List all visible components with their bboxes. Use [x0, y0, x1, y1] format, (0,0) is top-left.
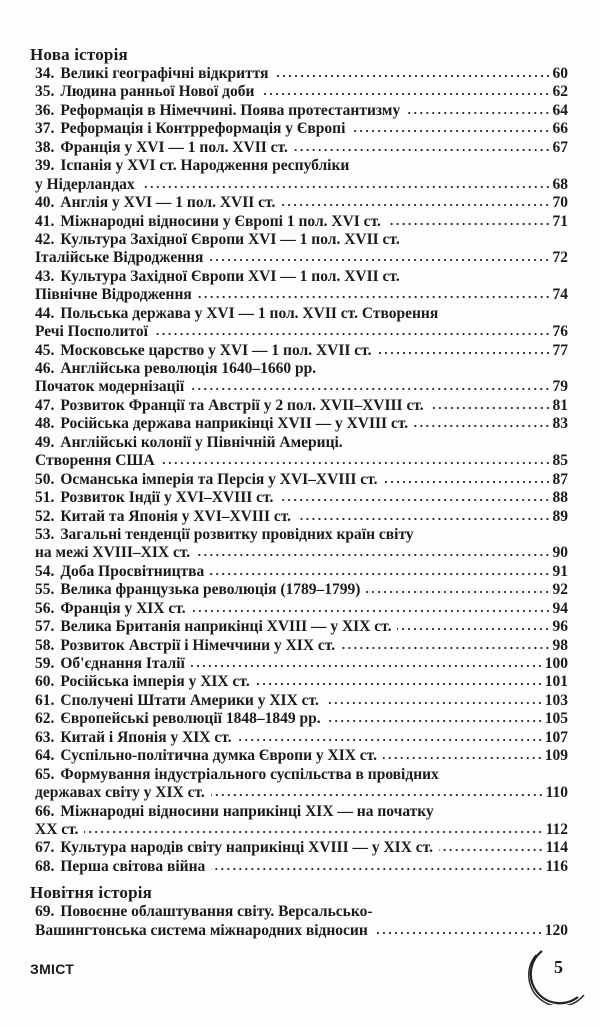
entry-title: XX ст. [35, 820, 79, 838]
entry-page-number: 103 [544, 691, 568, 709]
entry-title: Вашингтонська система міжнародних відносин [35, 921, 368, 939]
entry-title: у Нідерландах [35, 175, 135, 193]
toc-entry-line [35, 618, 568, 636]
toc-entry-line [35, 839, 568, 857]
entry-number: 68. [35, 857, 55, 875]
toc-entry-line [35, 508, 568, 526]
toc-entry [35, 415, 568, 433]
toc-entry-line [35, 434, 568, 452]
toc-entry [35, 397, 568, 415]
entry-title: Англія у XVI — 1 пол. XVII ст. [60, 194, 276, 212]
toc-entry [35, 360, 568, 397]
dot-leader [387, 222, 551, 226]
dot-leader [209, 258, 550, 262]
toc-entry [35, 157, 568, 194]
toc-entry-line [35, 194, 568, 212]
dot-leader [430, 406, 551, 410]
toc-entry [35, 655, 568, 673]
entry-number: 65. [35, 765, 55, 783]
dot-leader [211, 793, 544, 797]
entry-title: Міжнародні відносини наприкінці XIX — на початку [60, 802, 434, 820]
toc-entry [35, 673, 568, 691]
entry-page-number: 105 [544, 710, 568, 728]
entry-title: Китай і Японія у XIX ст. [60, 728, 232, 746]
entry-page-number: 88 [552, 489, 568, 507]
toc-entry [35, 618, 568, 636]
entry-number: 51. [35, 489, 55, 507]
entry-page-number: 79 [552, 378, 568, 396]
entry-number: 48. [35, 415, 55, 433]
toc-entry [35, 729, 568, 747]
toc-entry [35, 581, 568, 599]
dot-leader [260, 92, 550, 96]
toc-entry-line [35, 249, 568, 267]
entry-number: 61. [35, 691, 55, 709]
dot-leader [279, 498, 550, 502]
entry-title: Початок модернізації [35, 378, 185, 396]
entry-title: Суспільно-політична думка Європи у XIX ст. [60, 747, 378, 765]
entry-page-number: 94 [552, 599, 568, 617]
toc-entry-line [35, 710, 568, 728]
dot-leader [406, 111, 550, 115]
dot-leader [154, 332, 551, 336]
entry-page-number: 85 [552, 452, 568, 470]
entry-number: 54. [35, 562, 55, 580]
dot-leader [384, 480, 551, 484]
toc-entry-line [35, 858, 568, 876]
entry-number: 59. [35, 655, 55, 672]
toc-entry [35, 213, 568, 231]
dot-leader [341, 646, 550, 650]
entry-title: Речі Посполитої [35, 323, 148, 341]
toc-entry-line [35, 213, 568, 231]
section-title: Нова історія [30, 45, 128, 64]
entry-title: Розвиток Австрії і Німеччини у XIX ст. [60, 636, 336, 654]
entry-number: 57. [35, 618, 55, 636]
toc-entry-line [35, 673, 568, 691]
toc-entry-line [35, 231, 568, 249]
entry-title: Англійська революція 1640–1660 рр. [60, 360, 317, 377]
entry-page-number: 83 [552, 415, 568, 433]
entry-page-number: 91 [552, 562, 568, 580]
entry-title: Європейські революції 1848–1849 рр. [60, 710, 321, 728]
entry-number: 38. [35, 138, 55, 156]
toc-entry [35, 83, 568, 101]
dot-leader [275, 74, 551, 78]
entry-number: 64. [35, 747, 55, 765]
entry-title: Людина ранньої Нової доби [60, 83, 255, 101]
toc-entry-line [35, 747, 568, 765]
dot-leader [84, 830, 543, 834]
entry-number: 35. [35, 83, 55, 101]
toc-entry-line [35, 268, 568, 286]
entry-page-number: 114 [545, 839, 568, 857]
entry-title: Російська держава наприкінці XVII — у XVIII ст. [60, 415, 409, 433]
toc-entry [35, 600, 568, 618]
toc-entry-line [35, 397, 568, 415]
entry-number: 47. [35, 396, 55, 414]
dot-leader [414, 424, 550, 428]
entry-title: Сполучені Штати Америки у XIX ст. [60, 691, 319, 709]
entry-page-number: 112 [545, 820, 568, 838]
entry-title: Розвиток Франції та Австрії у 2 пол. XVII–XVIII ст. [60, 396, 424, 414]
toc-entry-line [35, 323, 568, 341]
entry-number: 37. [35, 120, 55, 138]
entry-page-number: 66 [552, 120, 568, 138]
entry-title: державах світу у XIX ст. [35, 784, 205, 802]
dot-leader [327, 719, 543, 723]
entry-number: 52. [35, 507, 55, 525]
entry-title: Реформація і Контрреформація у Європі [60, 120, 346, 138]
toc-entry-line [35, 922, 568, 940]
entry-title: Перша світова війна [60, 857, 206, 875]
table-of-contents [30, 44, 568, 940]
dot-leader [211, 867, 543, 871]
entry-page-number: 100 [544, 655, 568, 672]
entry-number: 56. [35, 599, 55, 617]
entry-number: 44. [35, 304, 55, 322]
entry-title: Іспанія у XVI ст. Народження республіки [60, 157, 350, 175]
entry-number: 63. [35, 728, 55, 746]
toc-entry [35, 747, 568, 765]
toc-entry [35, 563, 568, 581]
toc-entry [35, 839, 568, 857]
toc-entry-line [35, 286, 568, 304]
dot-leader [281, 203, 550, 207]
entry-title: Османська імперія та Персія у XVI–XVIII ст. [60, 470, 378, 488]
entry-number: 36. [35, 101, 55, 119]
toc-entry [35, 268, 568, 305]
entry-number: 39. [35, 157, 55, 175]
toc-entry [35, 102, 568, 120]
toc-entry-line [35, 729, 568, 747]
entry-page-number: 62 [552, 83, 568, 101]
entry-title: Англійські колонії у Північній Америці. [60, 433, 343, 451]
toc-entry-line [35, 360, 568, 378]
entry-number: 46. [35, 360, 55, 377]
entry-page-number: 116 [545, 857, 568, 875]
entry-title: Великі географічні відкриття [60, 65, 269, 82]
entry-page-number: 89 [552, 507, 568, 525]
entry-page-number: 76 [552, 323, 568, 341]
entry-page-number: 109 [544, 747, 568, 765]
entry-page-number: 90 [552, 544, 568, 562]
dot-leader [378, 351, 551, 355]
entry-page-number: 70 [552, 194, 568, 212]
toc-entry-line [35, 305, 568, 323]
toc-entry-line [35, 176, 568, 194]
entry-number: 50. [35, 470, 55, 488]
section-title: Новітня історія [30, 883, 153, 903]
toc-entry [35, 434, 568, 471]
toc-entry-line [35, 526, 568, 544]
toc-entry-line [35, 83, 568, 101]
toc-entry-line [35, 452, 568, 470]
toc-entry-line [35, 415, 568, 433]
entry-page-number: 71 [552, 212, 568, 230]
entry-page-number: 101 [544, 673, 568, 691]
entry-page-number: 120 [544, 921, 568, 939]
entry-title: на межі XVIII–XIX ст. [35, 544, 191, 562]
toc-entry [35, 508, 568, 526]
entry-title: Культура народів світу наприкінці XVIII — у XIX ст. [60, 839, 433, 857]
entry-number: 49. [35, 433, 55, 451]
entry-title: Велика Британія наприкінці XVIII — у XIX ст. [60, 618, 392, 636]
entry-title: Об'єднання Італії [60, 655, 185, 672]
entry-number: 62. [35, 710, 55, 728]
toc-entry [35, 471, 568, 489]
toc-entry-line [35, 139, 568, 157]
dot-leader [366, 590, 550, 594]
entry-number: 45. [35, 341, 55, 359]
dot-leader [192, 609, 551, 613]
entry-page-number: 110 [545, 784, 568, 802]
dot-leader [397, 627, 550, 631]
entry-number: 41. [35, 212, 55, 230]
entry-title: Франція у XVI — 1 пол. XVII ст. [60, 138, 288, 156]
dot-leader [351, 129, 550, 133]
toc-entry-line [35, 544, 568, 562]
toc-entry [35, 692, 568, 710]
entry-number: 43. [35, 267, 55, 285]
toc-entry [35, 342, 568, 360]
entry-page-number: 96 [552, 618, 568, 636]
toc-entry-line [35, 65, 568, 83]
entry-title: Доба Просвітництва [60, 562, 205, 580]
toc-entry-line [35, 102, 568, 120]
toc-entry-line [35, 600, 568, 618]
entry-title: Китай та Японія у XVI–XVIII ст. [60, 507, 292, 525]
entry-number: 34. [35, 65, 55, 82]
dot-leader [294, 148, 551, 152]
dot-leader [439, 848, 544, 852]
entry-page-number: 81 [552, 396, 568, 414]
toc-entry [35, 858, 568, 876]
entry-number: 40. [35, 194, 55, 212]
dot-leader [238, 738, 543, 742]
toc-entry [35, 120, 568, 138]
dot-leader [191, 664, 543, 668]
toc-entry-line [35, 581, 568, 599]
toc-entry-line [35, 563, 568, 581]
toc-entry [35, 305, 568, 342]
toc-entry [35, 231, 568, 268]
dot-leader [297, 517, 550, 521]
dot-leader [210, 572, 550, 576]
toc-entry [35, 65, 568, 83]
toc-entry [35, 903, 568, 940]
toc-entry-line [35, 655, 568, 673]
entry-title: Польська держава у XVI — 1 пол. XVII ст. Створення [60, 304, 439, 322]
entry-page-number: 92 [552, 581, 568, 599]
toc-entry-line [35, 342, 568, 360]
entry-title: Формування індустріального суспільства в провідних [60, 765, 439, 783]
toc-entry-line [35, 378, 568, 396]
dot-leader [325, 701, 543, 705]
entry-number: 42. [35, 230, 55, 248]
toc-entry [35, 766, 568, 803]
dot-leader [374, 931, 543, 935]
toc-entry-line [35, 637, 568, 655]
entry-title: Франція у XIX ст. [60, 599, 186, 617]
entry-title: Російська імперія у XIX ст. [60, 673, 250, 691]
toc-entry [35, 803, 568, 840]
entry-title: Загальні тенденції розвитку провідних країн світу [60, 525, 414, 543]
entry-page-number: 68 [552, 175, 568, 193]
entry-page-number: 87 [552, 470, 568, 488]
toc-entry [35, 526, 568, 563]
page-number-badge [528, 945, 588, 1005]
page-number: 5 [554, 957, 563, 977]
toc-entry-line [35, 821, 568, 839]
entry-number: 58. [35, 636, 55, 654]
toc-entry-line [35, 120, 568, 138]
entry-title: Міжнародні відносини у Європі 1 пол. XVI ст. [60, 212, 381, 230]
entry-title: Північне Відродження [35, 286, 192, 304]
entry-title: Московське царство у XVI — 1 пол. XVII ст. [60, 341, 372, 359]
toc-entry [35, 489, 568, 507]
dot-leader [256, 682, 543, 686]
dot-leader [383, 756, 543, 760]
toc-entry [35, 637, 568, 655]
entry-number: 66. [35, 802, 55, 820]
entry-title: Реформація в Німеччині. Поява протестантизму [60, 101, 401, 119]
entry-title: Розвиток Індії у XVI–XVIII ст. [60, 489, 274, 507]
toc-entry [35, 139, 568, 157]
toc-entry-line [35, 692, 568, 710]
entry-page-number: 60 [552, 65, 568, 82]
dot-leader [161, 461, 551, 465]
toc-entry [35, 710, 568, 728]
toc-entry-line [35, 157, 568, 175]
toc-entry-line [35, 784, 568, 802]
entry-number: 67. [35, 839, 55, 857]
dot-leader [198, 295, 551, 299]
dot-leader [196, 553, 550, 557]
entry-title: Італійське Відродження [35, 249, 204, 267]
dot-leader [190, 387, 550, 391]
entry-page-number: 107 [544, 728, 568, 746]
dot-leader [141, 185, 551, 189]
toc-entry-line [35, 471, 568, 489]
entry-page-number: 74 [552, 286, 568, 304]
entry-page-number: 98 [552, 636, 568, 654]
entry-number: 60. [35, 673, 55, 691]
entry-title: Культура Західної Європи XVI — 1 пол. XVII ст. [60, 230, 400, 248]
entry-title: Культура Західної Європи XVI — 1 пол. XVII ст. [60, 267, 400, 285]
entry-number: 53. [35, 525, 55, 543]
entry-page-number: 64 [552, 101, 568, 119]
footer-section-label: ЗМІСТ [30, 961, 75, 977]
entry-page-number: 72 [552, 249, 568, 267]
toc-entry-line [35, 766, 568, 784]
entry-page-number: 67 [552, 138, 568, 156]
entry-title: Повоєнне облаштування світу. Версальсько- [60, 903, 373, 921]
entry-page-number: 77 [552, 341, 568, 359]
toc-entry [35, 194, 568, 212]
toc-entry-line [35, 903, 568, 921]
toc-entry-line [35, 489, 568, 507]
entry-title: Велика французька революція (1789–1799) [60, 581, 361, 599]
toc-entry-line [35, 803, 568, 821]
entry-number: 69. [35, 903, 55, 921]
entry-number: 55. [35, 581, 55, 599]
entry-title: Створення США [35, 452, 155, 470]
